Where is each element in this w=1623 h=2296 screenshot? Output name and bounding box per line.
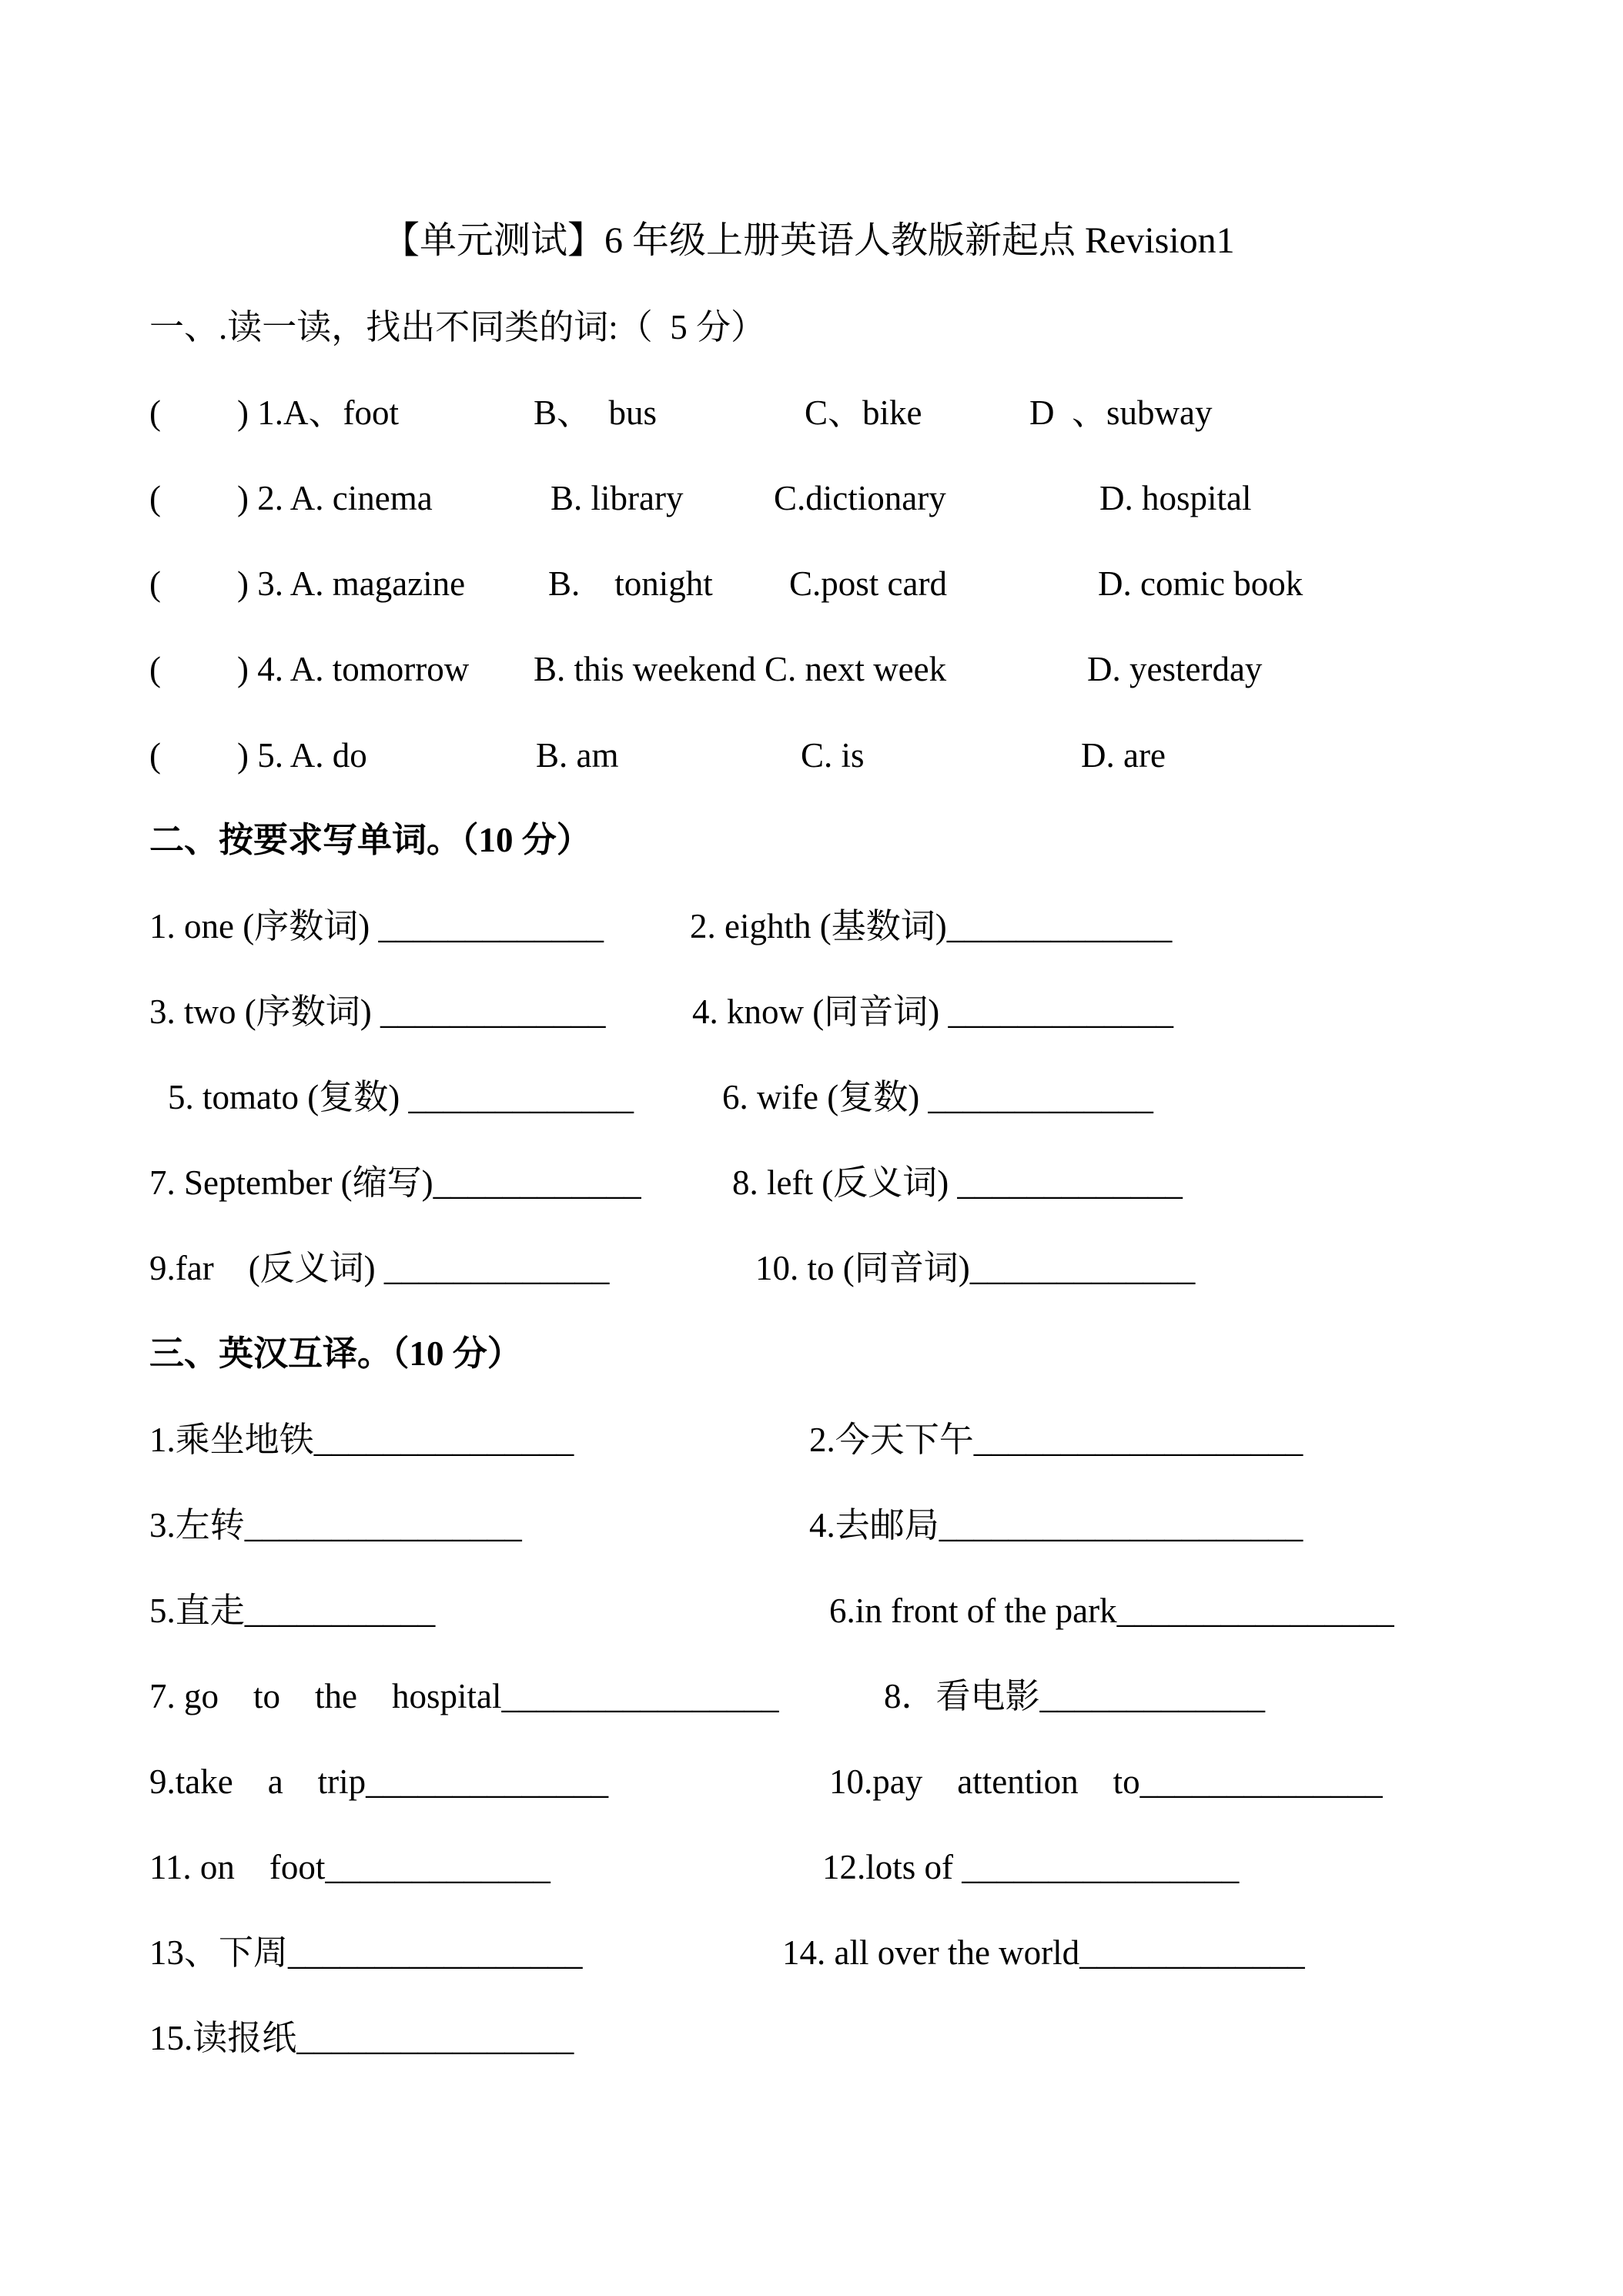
- translate-item-7[interactable]: 7. go to the hospital________________: [149, 1677, 779, 1715]
- option-d: D. yesterday: [1087, 650, 1263, 688]
- answer-paren[interactable]: (: [149, 564, 161, 603]
- word-item-8[interactable]: 8. left (反义词) _____________: [732, 1163, 1183, 1202]
- word-item-7[interactable]: 7. September (缩写)____________: [149, 1163, 641, 1202]
- translate-item-6[interactable]: 6.in front of the park________________: [829, 1591, 1394, 1630]
- word-item-2[interactable]: 2. eighth (基数词)_____________: [690, 907, 1173, 946]
- item-stem: ) 4. A. tomorrow: [237, 650, 470, 688]
- option-b: B. am: [536, 736, 619, 775]
- translate-item-1[interactable]: 1.乘坐地铁_______________: [149, 1421, 574, 1459]
- word-item-6[interactable]: 6. wife (复数) _____________: [722, 1078, 1153, 1116]
- answer-paren[interactable]: (: [149, 393, 161, 432]
- option-b: B. tonight: [548, 564, 713, 603]
- option-c: C.dictionary: [774, 479, 946, 517]
- section2-heading: 二、按要求写单词。（10 分）: [149, 821, 591, 859]
- section3-heading: 三、英汉互译。（10 分）: [149, 1334, 522, 1373]
- section1-heading: 一、.读一读，找出不同类的词:（ 5 分）: [149, 308, 766, 346]
- word-item-3[interactable]: 3. two (序数词) _____________: [149, 992, 606, 1031]
- translate-item-2[interactable]: 2.今天下午___________________: [809, 1421, 1303, 1459]
- option-c: C.post card: [789, 564, 947, 603]
- item-stem: ) 2. A. cinema: [237, 479, 433, 517]
- option-c: C、bike: [805, 393, 922, 432]
- translate-item-10[interactable]: 10.pay attention to______________: [829, 1762, 1383, 1801]
- translate-item-9[interactable]: 9.take a trip______________: [149, 1762, 609, 1801]
- word-item-1[interactable]: 1. one (序数词) _____________: [149, 907, 604, 946]
- option-d: D. comic book: [1098, 564, 1303, 603]
- answer-paren[interactable]: (: [149, 650, 161, 688]
- translate-item-4[interactable]: 4.去邮局_____________________: [809, 1506, 1303, 1545]
- answer-paren[interactable]: (: [149, 479, 161, 517]
- word-item-9[interactable]: 9.far (反义词) _____________: [149, 1249, 610, 1287]
- option-b: B. library: [550, 479, 684, 517]
- item-stem: ) 3. A. magazine: [237, 564, 466, 603]
- option-d: D. hospital: [1099, 479, 1252, 517]
- option-d: D 、subway: [1029, 393, 1213, 432]
- translate-item-5[interactable]: 5.直走___________: [149, 1591, 436, 1630]
- word-item-5[interactable]: 5. tomato (复数) _____________: [168, 1078, 634, 1116]
- item-stem: ) 5. A. do: [237, 736, 367, 775]
- page-title: 【单元测试】6 年级上册英语人教版新起点 Revision1: [383, 220, 1235, 261]
- option-d: D. are: [1081, 736, 1166, 775]
- option-c: C. is: [801, 736, 865, 775]
- translate-item-15[interactable]: 15.读报纸________________: [149, 2019, 574, 2057]
- translate-item-12[interactable]: 12.lots of ________________: [822, 1848, 1240, 1886]
- translate-item-8[interactable]: 8．看电影_____________: [884, 1677, 1266, 1715]
- word-item-10[interactable]: 10. to (同音词)_____________: [755, 1249, 1196, 1287]
- option-b: B、 bus: [534, 393, 658, 432]
- item-stem: ) 1.A、foot: [237, 393, 399, 432]
- translate-item-14[interactable]: 14. all over the world_____________: [782, 1933, 1305, 1972]
- answer-paren[interactable]: (: [149, 736, 161, 775]
- translate-item-11[interactable]: 11. on foot_____________: [149, 1848, 550, 1886]
- translate-item-13[interactable]: 13、下周_________________: [149, 1933, 583, 1972]
- translate-item-3[interactable]: 3.左转________________: [149, 1506, 522, 1545]
- word-item-4[interactable]: 4. know (同音词) _____________: [692, 992, 1173, 1031]
- option-b: B. this weekend C. next week: [534, 650, 947, 688]
